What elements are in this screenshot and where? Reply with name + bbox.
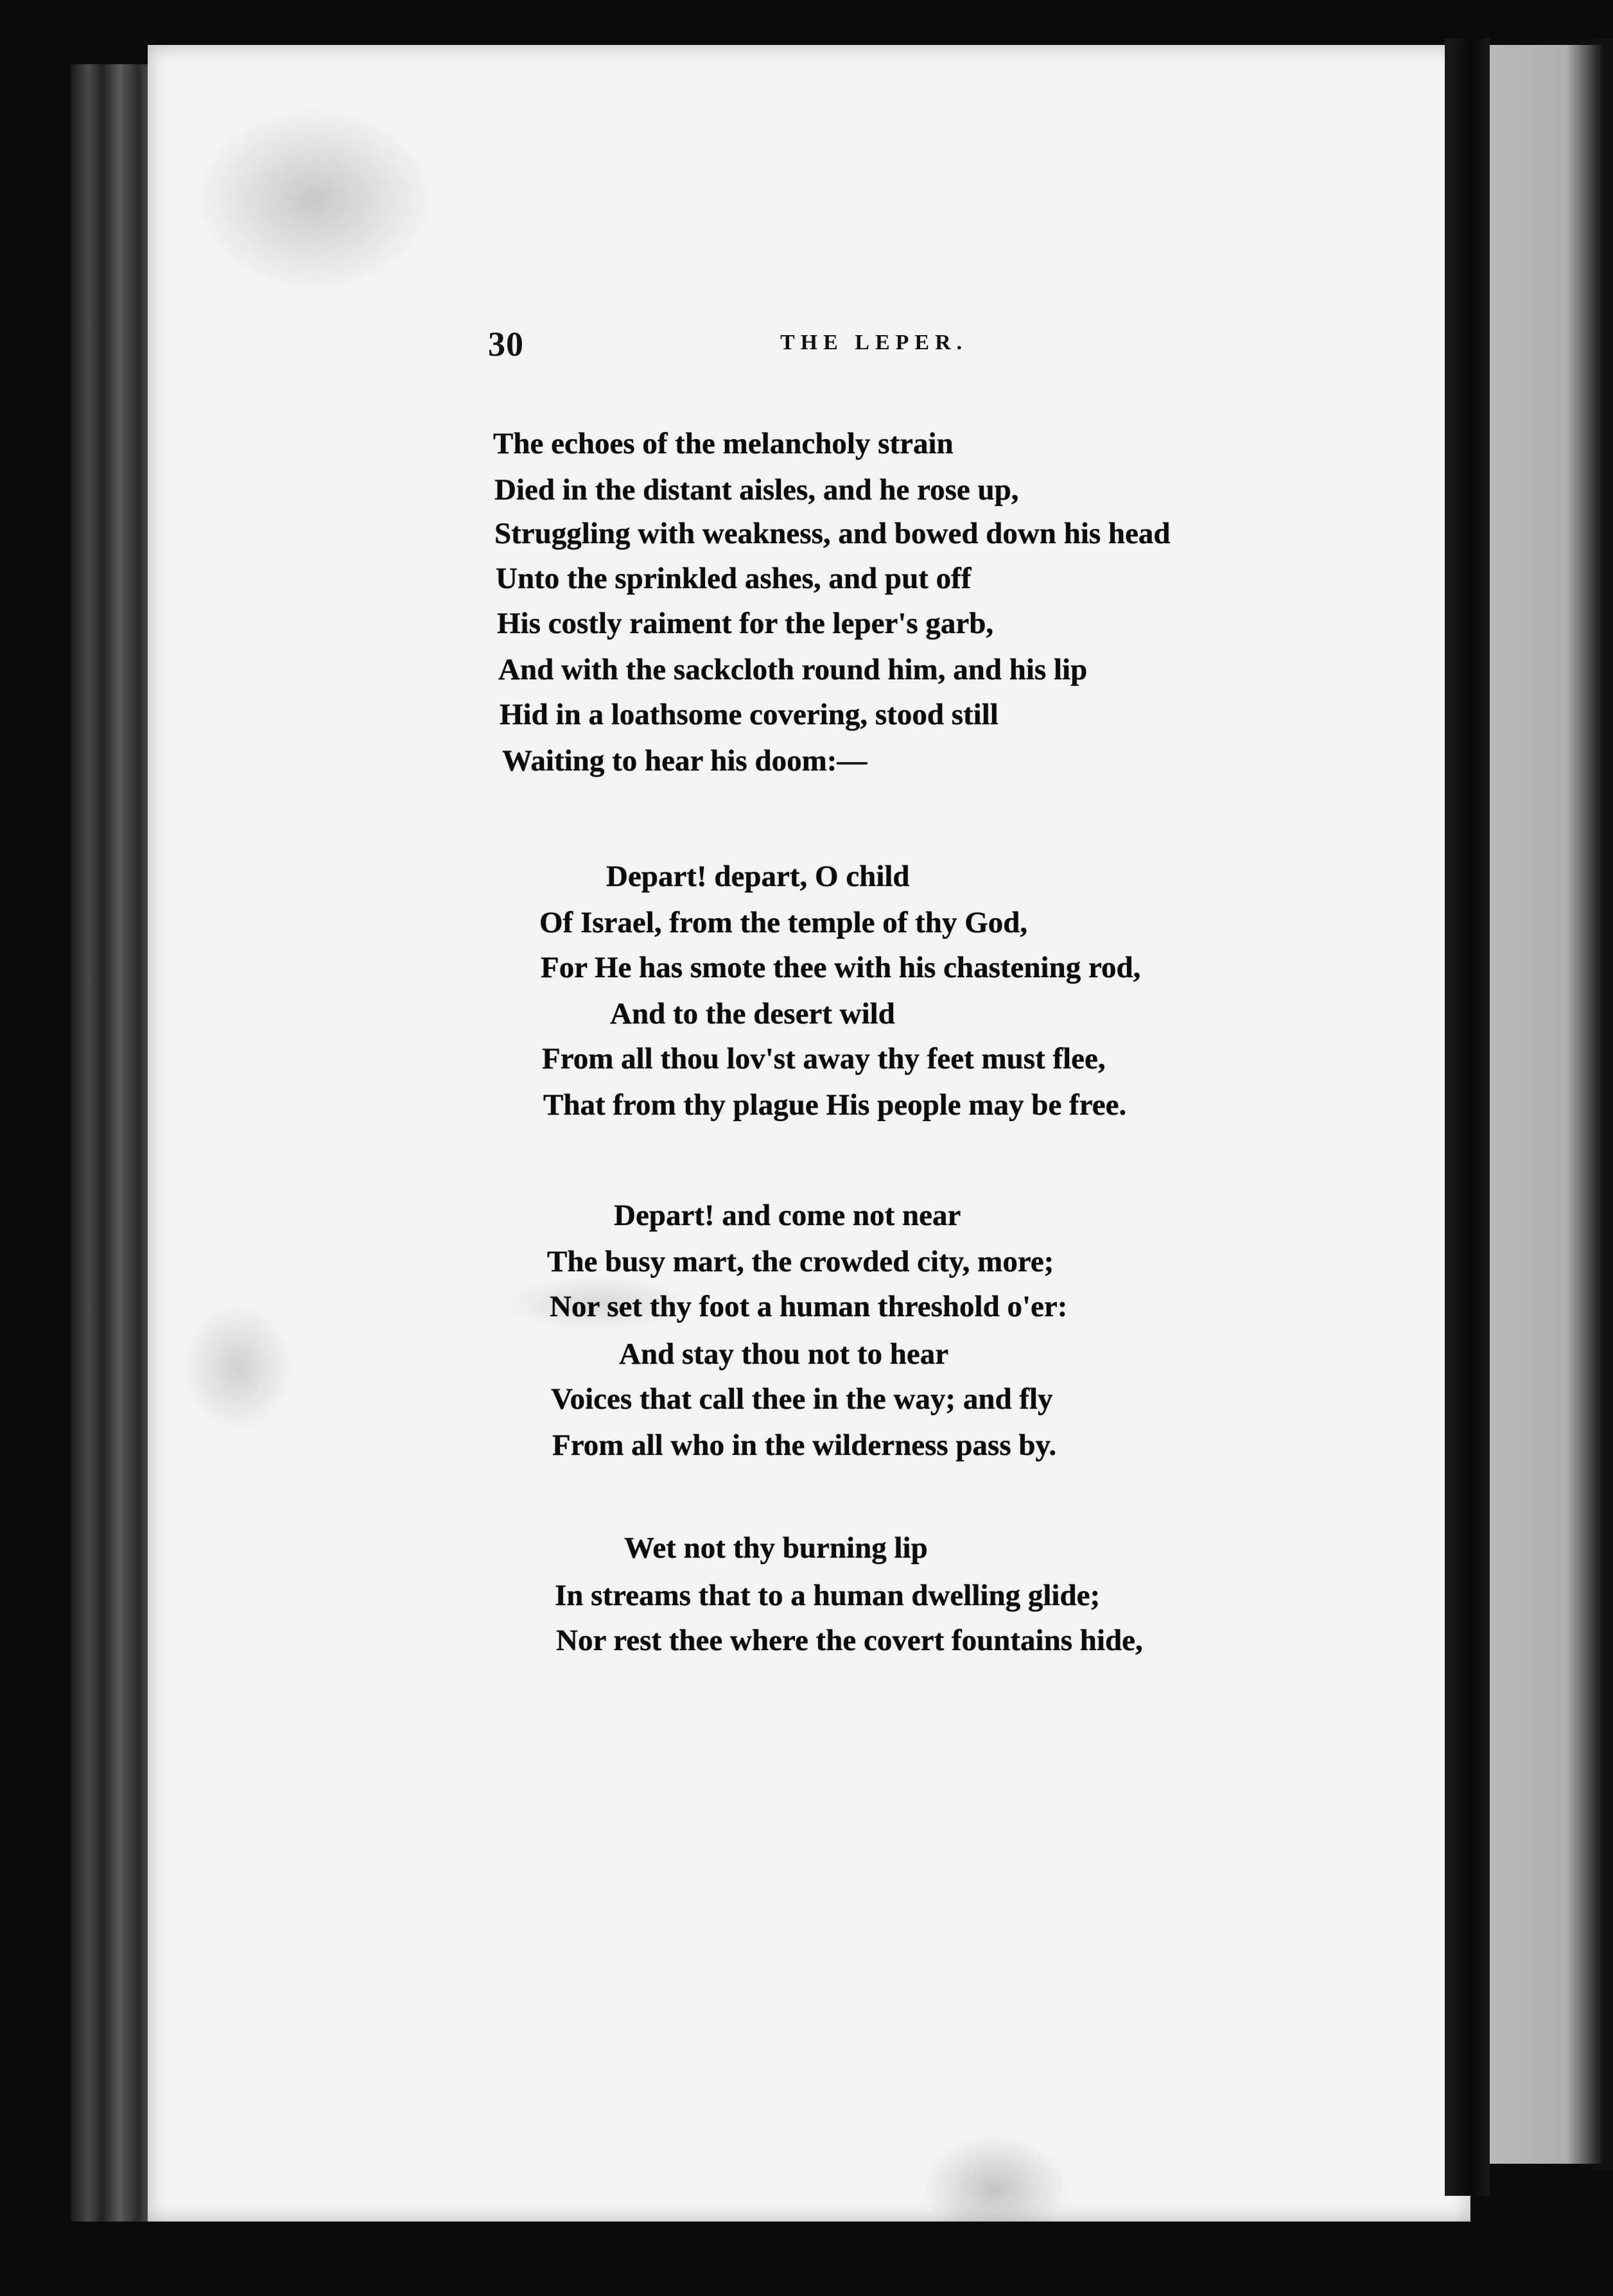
poem-line: Depart! depart, O child: [606, 860, 910, 893]
running-title: THE LEPER.: [780, 331, 968, 354]
poem-line: The echoes of the melancholy strain: [493, 427, 954, 460]
poem-line: Unto the sprinkled ashes, and put off: [496, 562, 972, 595]
poem-line: Waiting to hear his doom:—: [502, 744, 868, 778]
poem-line: Depart! and come not near: [614, 1199, 961, 1232]
poem-line: Died in the distant aisles, and he rose up,: [494, 473, 1019, 507]
poem-line: Wet not thy burning lip: [624, 1531, 928, 1565]
poem-line: The busy mart, the crowded city, more;: [547, 1245, 1054, 1278]
poem-line: For He has smote thee with his chastening rod,: [541, 951, 1141, 984]
poem-line: And to the desert wild: [610, 997, 895, 1031]
poem-line: Hid in a loathsome covering, stood still: [500, 698, 998, 731]
poem-line: Of Israel, from the temple of thy God,: [539, 906, 1028, 939]
poem-line: His costly raiment for the leper's garb,: [497, 607, 994, 640]
poem-line: From all thou lov'st away thy feet must flee,: [542, 1042, 1106, 1075]
poem-line: Struggling with weakness, and bowed down his head: [494, 517, 1171, 550]
poem-line: In streams that to a human dwelling glide;: [555, 1579, 1101, 1612]
poem-line: That from thy plague His people may be free.: [543, 1088, 1127, 1122]
page-number: 30: [488, 325, 524, 363]
poem-line: Voices that call thee in the way; and fly: [551, 1382, 1053, 1416]
poem-line: Nor rest thee where the covert fountains hide,: [556, 1624, 1143, 1657]
poem-line: From all who in the wilderness pass by.: [552, 1429, 1057, 1462]
poem-line: And stay thou not to hear: [619, 1337, 949, 1371]
poem-line: Nor set thy foot a human threshold o'er:: [550, 1290, 1068, 1323]
poem-line: And with the sackcloth round him, and his lip: [498, 653, 1088, 686]
